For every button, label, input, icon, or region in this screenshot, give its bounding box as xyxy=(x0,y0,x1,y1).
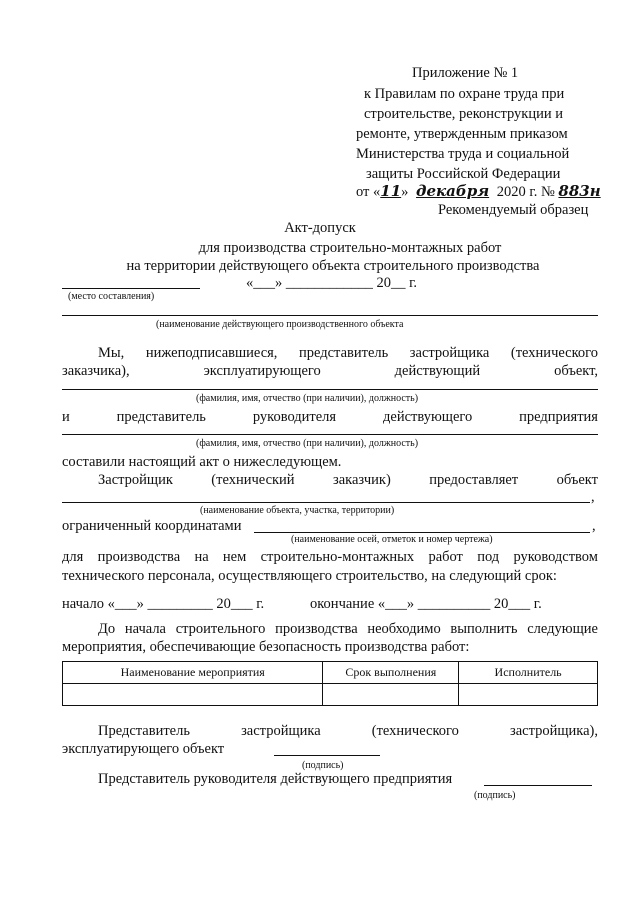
signature-line-2 xyxy=(484,785,592,786)
date-day: 11 xyxy=(380,182,402,200)
word: заказчика), xyxy=(62,363,130,379)
paragraph-5-line-2: технического персонала, осуществляющего строительство, на следующий срок: xyxy=(62,568,557,584)
word: производства xyxy=(97,549,181,565)
paragraph-3: составили настоящий акт о нижеследующем. xyxy=(62,454,342,470)
word: нем xyxy=(222,549,247,565)
signature-1-line-2: эксплуатирующего объект xyxy=(62,741,225,757)
fio-line-2 xyxy=(62,434,598,435)
appendix-title: Приложение № 1 xyxy=(412,65,519,81)
word: (технический xyxy=(211,472,295,488)
word: строительного xyxy=(175,621,266,637)
word: объект xyxy=(556,472,598,488)
table-header-cell: Срок выполнения xyxy=(323,662,459,684)
start-date: начало «___» _________ 20___ г. xyxy=(62,596,265,612)
appendix-line-4: Министерства труда и социальной xyxy=(356,146,570,162)
word: До xyxy=(98,621,116,637)
table-cell[interactable] xyxy=(459,684,598,706)
act-date: «___» ____________ 20__ г. xyxy=(246,275,418,291)
word: представитель xyxy=(298,345,389,361)
table-header-cell: Наименование мероприятия xyxy=(63,662,323,684)
word: предприятия xyxy=(519,409,598,425)
word: (технического xyxy=(371,723,459,739)
word: руководителя xyxy=(252,409,337,425)
word: представитель xyxy=(116,409,206,425)
paragraph-2 xyxy=(62,410,598,425)
place-caption: (место составления) xyxy=(68,291,155,302)
signature-caption-2: (подпись) xyxy=(474,790,516,801)
order-date-line xyxy=(356,184,601,200)
word: Застройщик xyxy=(98,472,173,488)
word: эксплуатирующего xyxy=(203,363,321,379)
sample-label: Рекомендуемый образец xyxy=(438,202,589,218)
word: Представитель xyxy=(98,723,190,739)
signature-2-label: Представитель руководителя действующего предприятия xyxy=(98,771,453,787)
word: предоставляет xyxy=(429,472,519,488)
date-month: декабря xyxy=(416,182,490,200)
paragraph-6-line-1 xyxy=(98,622,598,637)
appendix-line-5: защиты Российской Федерации xyxy=(366,166,561,182)
paragraph-1-line-1 xyxy=(98,346,598,361)
word: и xyxy=(62,409,70,425)
fio-caption-2: (фамилия, имя, отчество (при наличии), должность) xyxy=(196,438,419,449)
word: строительно-монтажных xyxy=(260,549,415,565)
object-name-line xyxy=(62,315,598,316)
table-header-cell: Исполнитель xyxy=(459,662,598,684)
word: для xyxy=(62,549,84,565)
date-prefix: от « xyxy=(356,184,381,200)
object-area-line xyxy=(62,502,590,503)
word: под xyxy=(477,549,500,565)
signature-1-line-1 xyxy=(98,724,598,739)
word: нижеподписавшиеся, xyxy=(145,345,278,361)
comma-2: , xyxy=(592,518,596,534)
comma: , xyxy=(591,489,595,505)
coords-line xyxy=(254,532,590,533)
word: объект, xyxy=(554,363,598,379)
word: начала xyxy=(124,621,166,637)
word: следующие xyxy=(527,621,598,637)
word: Мы, xyxy=(98,345,125,361)
table-header-row xyxy=(63,662,598,684)
word: производства xyxy=(275,621,358,637)
word: на xyxy=(194,549,209,565)
table-cell[interactable] xyxy=(63,684,323,706)
doc-title: Акт-допуск xyxy=(284,220,356,236)
order-number: 883н xyxy=(558,182,601,200)
word: действующий xyxy=(394,363,481,379)
fio-caption-1: (фамилия, имя, отчество (при наличии), должность) xyxy=(196,393,419,404)
table-cell[interactable] xyxy=(323,684,459,706)
coords-caption: (наименование осей, отметок и номер чертежа) xyxy=(291,534,493,545)
limited-label: ограниченный координатами xyxy=(62,518,242,534)
appendix-line-2: строительстве, реконструкции и xyxy=(364,106,564,122)
paragraph-6-line-2: мероприятия, обеспечивающие безопасность производства работ: xyxy=(62,639,470,655)
appendix-line-1: к Правилам по охране труда при xyxy=(364,86,565,102)
paragraph-5-line-1 xyxy=(62,550,598,565)
word: застройщика xyxy=(409,345,490,361)
date-year: 2020 г. № xyxy=(496,184,555,200)
doc-subtitle-1: для производства строительно-монтажных работ xyxy=(198,240,502,256)
word: (технического xyxy=(510,345,598,361)
paragraph-4 xyxy=(98,473,598,488)
signature-caption-1: (подпись) xyxy=(302,760,344,771)
word: руководством xyxy=(513,549,598,565)
date-close: » xyxy=(401,184,409,200)
word: работ xyxy=(428,549,463,565)
word: необходимо xyxy=(367,621,441,637)
object-name-caption: (наименование действующего производственного объекта xyxy=(156,319,404,330)
appendix-line-3: ремонте, утвержденным приказом xyxy=(356,126,568,142)
paragraph-1-line-2 xyxy=(62,364,598,379)
fio-line-1 xyxy=(62,389,598,390)
doc-subtitle-2: на территории действующего объекта строительного производства xyxy=(126,258,540,274)
word: застройщика xyxy=(241,723,321,739)
place-line xyxy=(62,288,200,289)
object-area-caption: (наименование объекта, участка, территории) xyxy=(200,505,395,516)
signature-line-1 xyxy=(274,755,380,756)
word: застройщика), xyxy=(509,723,598,739)
end-date: окончание «___» __________ 20___ г. xyxy=(310,596,542,612)
table-row xyxy=(63,684,598,706)
measures-table xyxy=(62,661,598,706)
word: заказчик) xyxy=(332,472,391,488)
word: действующего xyxy=(383,409,473,425)
word: выполнить xyxy=(450,621,518,637)
